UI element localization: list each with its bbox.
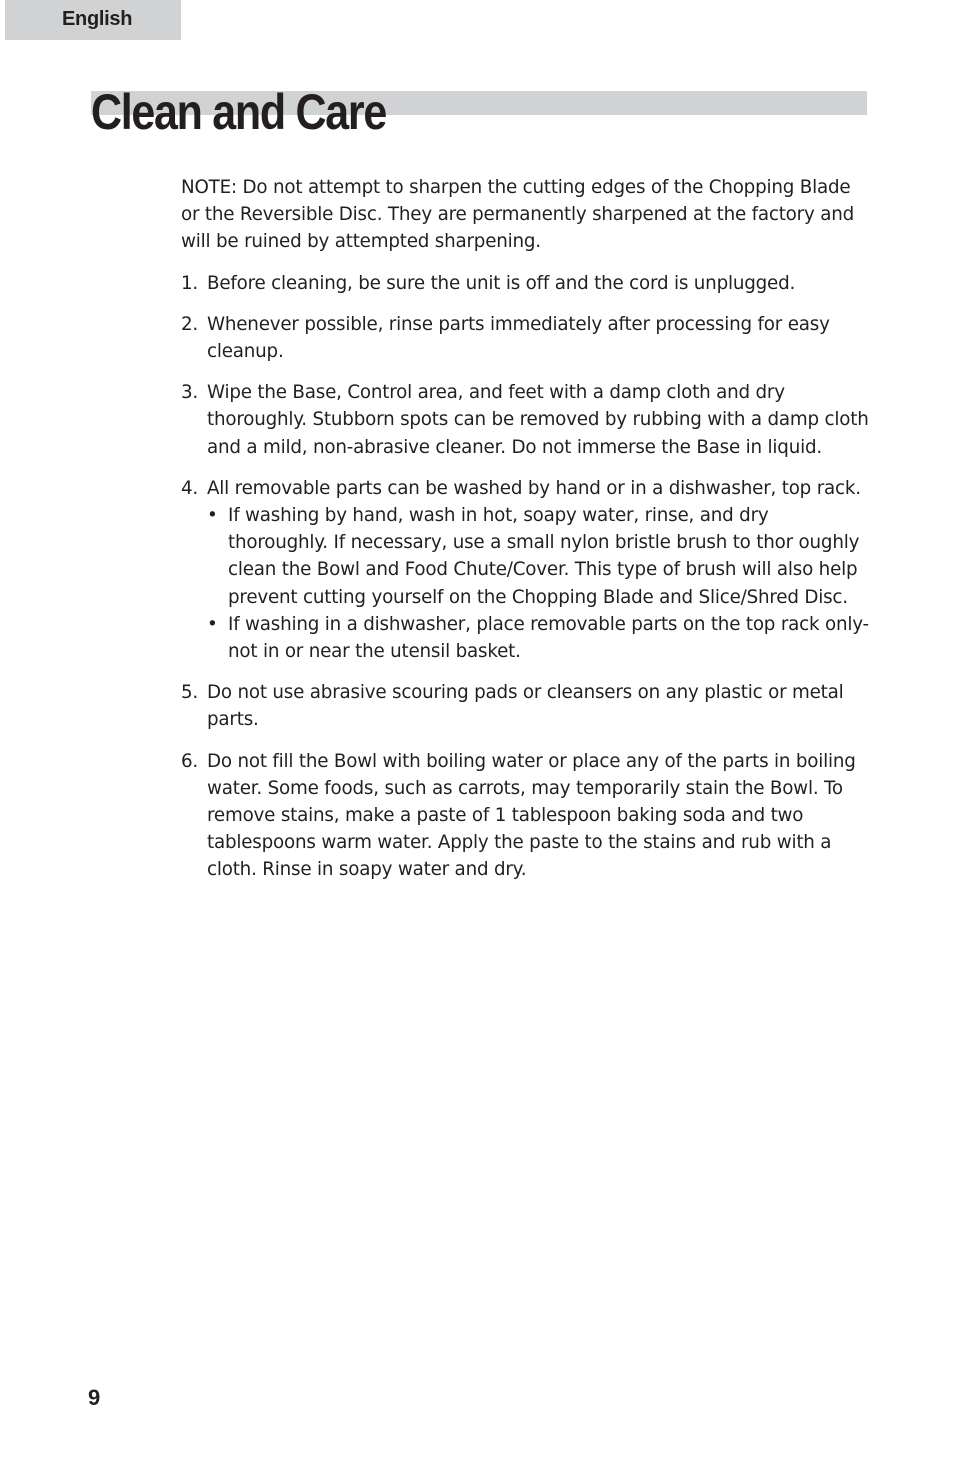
language-tab-label: English — [62, 8, 133, 30]
step-text: Before cleaning, be sure the unit is off and the cord is unplugged. — [207, 272, 796, 294]
bullet-item-hand-wash — [207, 502, 871, 611]
step-number: 1. — [181, 272, 199, 294]
bullet-list — [207, 502, 871, 665]
step-item-3 — [181, 379, 871, 461]
step-number: 5. — [181, 682, 199, 704]
bullet-item-dishwasher — [207, 611, 871, 665]
step-item-1 — [181, 270, 871, 297]
bullet-text: If washing in a dishwasher, place removable parts on the top rack only-not in or near the utensil basket. — [228, 613, 869, 663]
step-item-6 — [181, 748, 871, 884]
bullet-text: If washing by hand, wash in hot, soapy water, rinse, and dry thoroughly. If necessary, use a small nylon bristle brush to thor oughly clean the Bowl and Food Chute/Cover. This type of brush will also help prevent cutting yourself on the Chopping Blade and Slice/Shred Disc. — [228, 505, 860, 608]
step-item-2 — [181, 311, 871, 365]
step-number: 2. — [181, 313, 199, 335]
step-body — [207, 475, 871, 665]
step-text: Wipe the Base, Control area, and feet with a damp cloth and dry thoroughly. Stubborn spots can be removed by rubbing with a damp cloth and a mild, non-abrasive cleaner. Do not immerse the Base in liquid. — [207, 382, 869, 458]
step-item-4 — [181, 475, 871, 665]
step-number: 4. — [181, 477, 199, 499]
page-number: 9 — [88, 1385, 101, 1410]
step-text: All removable parts can be washed by hand or in a dishwasher, top rack. — [207, 477, 861, 499]
note-paragraph: NOTE: Do not attempt to sharpen the cutting edges of the Chopping Blade or the Reversible Disc. They are permanently sharpened at the factory and will be ruined by attempted sharpening. — [181, 177, 854, 253]
language-tab — [5, 0, 181, 40]
steps-list — [181, 270, 871, 884]
step-text: Do not fill the Bowl with boiling water or place any of the parts in boiling water. Some foods, such as carrots, may temporarily stain the Bowl. To remove stains, make a paste of 1 tablespoon baking soda and two tablespoons warm water. Apply the paste to the stains and rub with a cloth. Rinse in soapy water and dry. — [207, 750, 856, 881]
step-number: 3. — [181, 382, 199, 404]
bullet-dot-icon: • — [207, 613, 218, 635]
step-text: Do not use abrasive scouring pads or cleansers on any plastic or metal parts. — [207, 682, 844, 731]
step-item-5 — [181, 679, 871, 733]
main-content — [181, 174, 871, 898]
page-title: Clean and Care — [91, 84, 386, 140]
bullet-dot-icon: • — [207, 505, 218, 527]
step-number: 6. — [181, 750, 199, 772]
step-text: Whenever possible, rinse parts immediately after processing for easy cleanup. — [207, 313, 830, 363]
